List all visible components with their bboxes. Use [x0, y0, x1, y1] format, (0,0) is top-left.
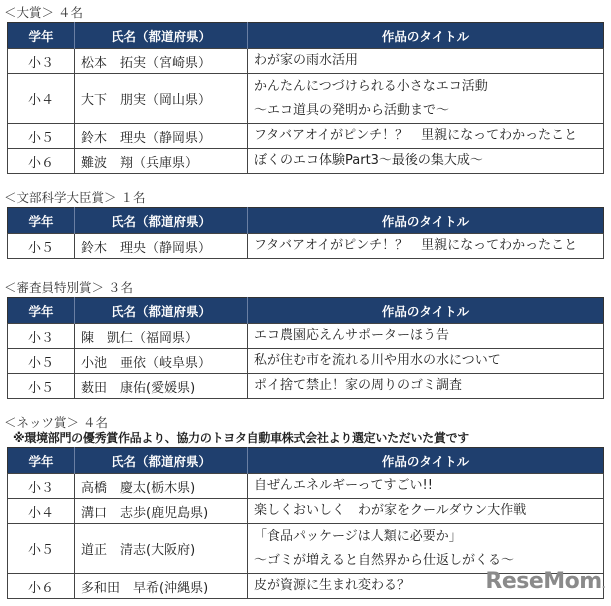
- column-header-grade: 学年: [8, 448, 75, 474]
- title-line: 私が住む市を流れる川や用水の水について: [254, 353, 501, 368]
- name-cell: 小池 亜依（岐阜県）: [75, 349, 248, 374]
- name-cell: 多和田 早希(沖縄県): [75, 574, 248, 599]
- section-label: ＜ネッツ賞＞ ４名: [4, 415, 108, 430]
- section-minister-prize: [4, 190, 603, 259]
- grade-cell: 小３: [8, 49, 75, 74]
- grade-cell: 小３: [8, 324, 75, 349]
- column-header-name: 氏名（都道府県）: [75, 448, 248, 474]
- column-header-title: 作品のタイトル: [248, 298, 604, 324]
- grade-cell: 小５: [8, 374, 75, 399]
- title-line: 皮が資源に生まれ変わる？: [254, 578, 411, 593]
- column-header-grade: 学年: [8, 298, 75, 324]
- grade-cell: 小６: [8, 149, 75, 174]
- column-header-grade: 学年: [8, 208, 75, 234]
- resemom-watermark-logo: [485, 571, 605, 597]
- title-cell: [248, 324, 604, 349]
- section-grand-prize: [4, 5, 603, 174]
- title-line: フタバアオイがピンチ！？ 里親になってわかったこと: [254, 128, 578, 143]
- column-header-name: 氏名（都道府県）: [75, 208, 248, 234]
- grade-cell: 小５: [8, 234, 75, 259]
- table-header-row: [8, 448, 604, 474]
- table-row: [8, 474, 604, 499]
- grade-cell: 小４: [8, 499, 75, 524]
- title-cell: [248, 49, 604, 74]
- column-header-title: 作品のタイトル: [248, 208, 604, 234]
- title-line: かんたんにつづけられる小さなエコ活動: [254, 78, 488, 94]
- table-row: [8, 374, 604, 399]
- title-line: ～ゴミが増えると自然界から仕返しがくる～: [254, 552, 515, 568]
- title-cell: [248, 74, 604, 124]
- table-row: [8, 124, 604, 149]
- title-cell: [248, 374, 604, 399]
- section-jury-special-prize: [4, 280, 603, 399]
- name-cell: 難波 翔（兵庫県）: [75, 149, 248, 174]
- awards-table: [7, 22, 604, 174]
- table-header-row: [8, 298, 604, 324]
- name-cell: 鈴木 理央（静岡県）: [75, 234, 248, 259]
- column-header-name: 氏名（都道府県）: [75, 23, 248, 49]
- title-cell: [248, 349, 604, 374]
- grade-cell: 小５: [8, 349, 75, 374]
- table-row: [8, 234, 604, 259]
- title-line: ポイ捨て禁止！家の周りのゴミ調査: [254, 378, 463, 393]
- name-cell: 薮田 康佑(愛媛県): [75, 374, 248, 399]
- title-line: 楽しくおいしく わが家をクールダウン大作戦: [254, 503, 527, 518]
- watermark-dot: .: [601, 580, 605, 591]
- table-row: [8, 349, 604, 374]
- title-cell: [248, 124, 604, 149]
- name-cell: 道正 清志(大阪府): [75, 524, 248, 574]
- name-cell: 陳 凱仁（福岡県）: [75, 324, 248, 349]
- grade-cell: 小４: [8, 74, 75, 124]
- title-cell: [248, 524, 604, 574]
- title-line: わが家の雨水活用: [254, 53, 359, 68]
- section-label: ＜審査員特別賞＞ ３名: [4, 280, 133, 295]
- column-header-grade: 学年: [8, 23, 75, 49]
- awards-table: [7, 207, 604, 259]
- grade-cell: 小５: [8, 124, 75, 149]
- section-label: ＜文部科学大臣賞＞ １名: [4, 190, 146, 205]
- name-cell: 溝口 志歩(鹿児島県): [75, 499, 248, 524]
- name-cell: 松本 拓実（宮崎県）: [75, 49, 248, 74]
- title-cell: [248, 149, 604, 174]
- title-cell: [248, 499, 604, 524]
- column-header-title: 作品のタイトル: [248, 23, 604, 49]
- title-line: ぼくのエコ体験Part3～最後の集大成～: [254, 153, 483, 168]
- name-cell: 高橋 慶太(栃木県): [75, 474, 248, 499]
- title-line: エコ農園応えんサポーターほう告: [254, 328, 450, 343]
- grade-cell: 小５: [8, 524, 75, 574]
- column-header-title: 作品のタイトル: [248, 448, 604, 474]
- table-row: [8, 524, 604, 574]
- table-row: [8, 74, 604, 124]
- table-row: [8, 499, 604, 524]
- section-note: ※環境部門の優秀賞作品より、協力のトヨタ自動車株式会社より選定いただいた賞です: [13, 431, 469, 445]
- section-label: ＜大賞＞ ４名: [4, 5, 83, 20]
- grade-cell: 小６: [8, 574, 75, 599]
- name-cell: 鈴木 理央（静岡県）: [75, 124, 248, 149]
- title-line: 「食品パッケージは人類に必要か」: [254, 528, 462, 544]
- column-header-name: 氏名（都道府県）: [75, 298, 248, 324]
- grade-cell: 小３: [8, 474, 75, 499]
- title-line: ～エコ道具の発明から活動まで～: [254, 102, 450, 118]
- name-cell: 大下 朋実（岡山県）: [75, 74, 248, 124]
- title-line: フタバアオイがピンチ！？ 里親になってわかったこと: [254, 238, 578, 253]
- title-cell: [248, 474, 604, 499]
- table-header-row: [8, 23, 604, 49]
- title-line: 自ぜんエネルギーってすごい!!: [254, 478, 433, 493]
- table-row: [8, 324, 604, 349]
- awards-table: [7, 297, 604, 399]
- watermark-text: ReseMom: [485, 569, 602, 594]
- table-row: [8, 49, 604, 74]
- table-header-row: [8, 208, 604, 234]
- table-row: [8, 149, 604, 174]
- title-cell: [248, 234, 604, 259]
